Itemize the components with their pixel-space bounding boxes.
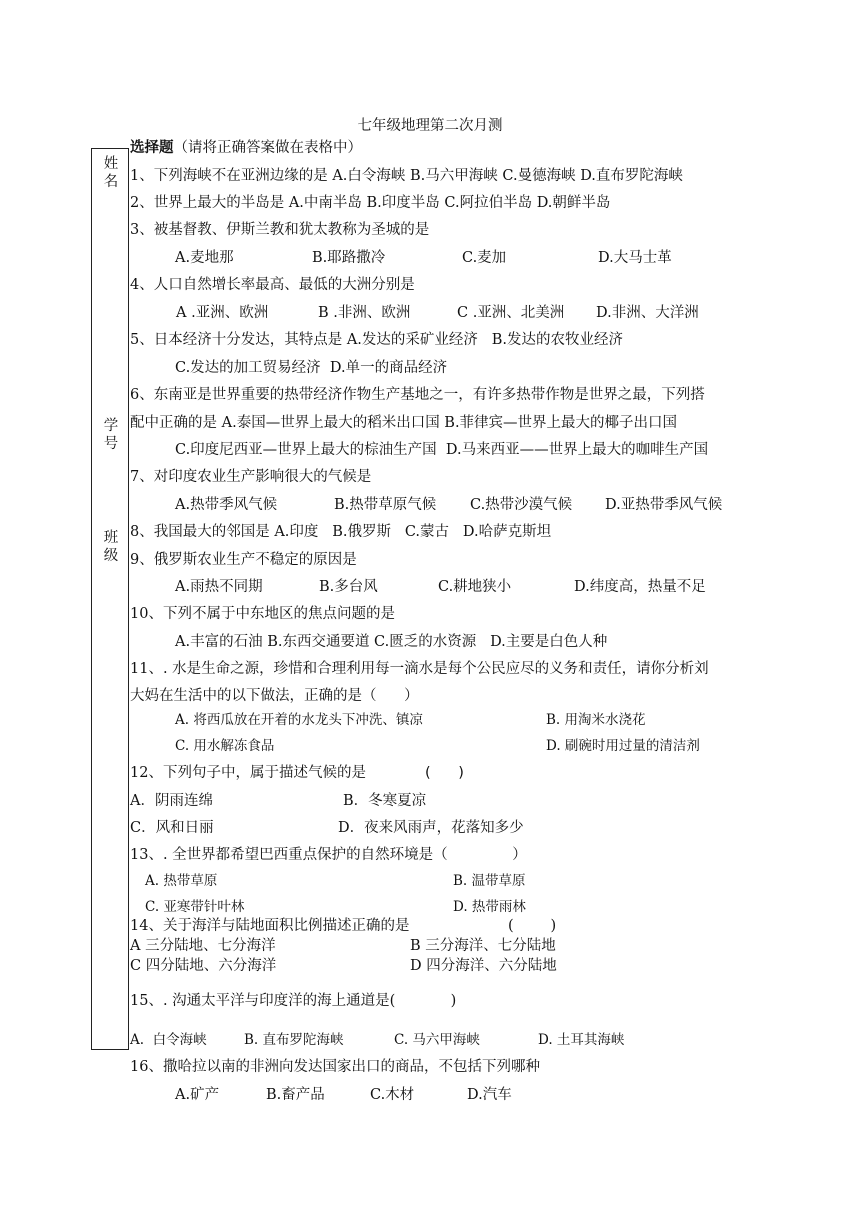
q7-option-c: C.热带沙漠气候	[470, 497, 573, 513]
question-13: 13、. 全世界都希望巴西重点保护的自然环境是（ ）	[130, 847, 527, 863]
section-note: （请将正确答案做在表格中）	[173, 140, 362, 156]
page-title: 七年级地理第二次月测	[357, 118, 503, 134]
question-16: 16、撒哈拉以南的非洲向发达国家出口的商品，不包括下列哪种	[130, 1059, 540, 1075]
q9-option-c: C.耕地狭小	[438, 579, 512, 595]
q15-option-d: D. 土耳其海峡	[538, 1032, 625, 1048]
question-8: 8、我国最大的邻国是 A.印度 B.俄罗斯 C.蒙古 D.哈萨克斯坦	[130, 524, 552, 540]
q9-option-d: D.纬度高，热量不足	[574, 579, 706, 595]
q13-option-b: B. 温带草原	[453, 873, 526, 889]
q16-option-d: D.汽车	[467, 1087, 512, 1103]
q7-option-d: D.亚热带季风气候	[605, 497, 723, 513]
section-heading: 选择题	[130, 139, 174, 156]
question-6-line-2: 配中正确的是 A.泰国—世界上最大的稻米出口国 B.菲律宾—世界上最大的椰子出口国	[130, 415, 678, 431]
q14-option-a: A 三分陆地、七分海洋	[130, 938, 276, 954]
q4-option-b: B .非洲、欧洲	[318, 305, 411, 321]
q11-option-c: C. 用水解冻食品	[175, 738, 275, 754]
q11-option-b: B. 用淘米水浇花	[546, 712, 646, 728]
q3-option-d: D.大马士革	[598, 250, 672, 266]
question-14: 14、关于海洋与陆地面积比例描述正确的是	[130, 918, 410, 934]
q9-option-a: A.雨热不同期	[175, 579, 263, 595]
question-6-line-3: C.印度尼西亚—世界上最大的棕油生产国 D.马来西亚——世界上最大的咖啡生产国	[175, 442, 709, 458]
q15-option-c: C. 马六甲海峡	[394, 1032, 480, 1048]
q14-option-c: C 四分陆地、六分海洋	[130, 958, 277, 974]
name-label: 姓 名	[103, 156, 119, 190]
q12-option-a: A．阴雨连绵	[130, 793, 213, 809]
q12-option-d: D．夜来风雨声，花落知多少	[338, 820, 524, 836]
q16-option-c: C.木材	[370, 1087, 415, 1103]
q9-option-b: B.多台风	[319, 579, 378, 595]
q3-option-b: B.耶路撒冷	[312, 250, 386, 266]
q14-option-d: D 四分海洋、六分陆地	[410, 958, 557, 974]
q4-option-d: D.非洲、大洋洲	[596, 305, 699, 321]
question-12: 12、下列句子中，属于描述气候的是	[130, 765, 366, 781]
question-11-line-2: 大妈在生活中的以下做法，正确的是（ ）	[130, 688, 419, 704]
question-3: 3、被基督教、伊斯兰教和犹太教称为圣城的是	[130, 222, 430, 238]
question-1: 1、下列海峡不在亚洲边缘的是 A.白令海峡 B.马六甲海峡 C.曼德海峡 D.直布罗陀海峡	[130, 168, 683, 184]
q16-option-b: B.畜产品	[266, 1087, 325, 1103]
q4-option-c: C .亚洲、北美洲	[457, 305, 565, 321]
q10-options: A.丰富的石油 B.东西交通要道 C.匮乏的水资源 D.主要是白色人种	[175, 634, 608, 650]
question-10: 10、下列不属于中东地区的焦点问题的是	[130, 606, 395, 622]
question-7: 7、对印度农业生产影响很大的气候是	[130, 469, 372, 485]
q4-option-a: A .亚洲、欧洲	[176, 305, 269, 321]
question-4: 4、人口自然增长率最高、最低的大洲分别是	[130, 277, 415, 293]
q5-options-cd: C.发达的加工贸易经济 D.单一的商品经济	[175, 360, 448, 376]
q11-option-a: A. 将西瓜放在开着的水龙头下冲洗、镇凉	[175, 712, 423, 728]
q12-answer-paren: ( )	[425, 765, 464, 781]
question-6-line-1: 6、东南亚是世界重要的热带经济作物生产基地之一，有许多热带作物是世界之最，下列搭	[130, 387, 705, 403]
student-number-label: 学 号	[103, 418, 119, 452]
q13-option-d: D. 热带雨林	[453, 899, 526, 915]
q15-option-b: B. 直布罗陀海峡	[244, 1032, 344, 1048]
question-5: 5、日本经济十分发达，其特点是 A.发达的采矿业经济 B.发达的农牧业经济	[130, 332, 624, 348]
q13-option-c: C. 亚寒带针叶林	[145, 899, 245, 915]
class-label: 班 级	[103, 530, 119, 564]
q12-option-b: B．冬寒夏凉	[343, 793, 427, 809]
q16-option-a: A.矿产	[175, 1087, 220, 1103]
question-9: 9、俄罗斯农业生产不稳定的原因是	[130, 552, 357, 568]
q14-answer-paren: ( )	[508, 918, 557, 934]
section-header	[130, 138, 362, 158]
q7-option-a: A.热带季风气候	[175, 497, 278, 513]
question-11-line-1: 11、. 水是生命之源，珍惜和合理利用每一滴水是每个公民应尽的义务和责任，请你分析刘	[130, 661, 709, 677]
q3-option-c: C.麦加	[462, 250, 507, 266]
question-2: 2、世界上最大的半岛是 A.中南半岛 B.印度半岛 C.阿拉伯半岛 D.朝鲜半岛	[130, 195, 611, 211]
q14-option-b: B 三分海洋、七分陆地	[410, 938, 556, 954]
student-info-box	[91, 148, 129, 1050]
question-15: 15、. 沟通太平洋与印度洋的海上通道是( )	[130, 993, 457, 1009]
q3-option-a: A.麦地那	[175, 250, 234, 266]
q11-option-d: D. 刷碗时用过量的清洁剂	[546, 738, 700, 754]
q13-option-a: A. 热带草原	[145, 873, 218, 889]
q15-option-a: A. 白令海峡	[130, 1032, 207, 1048]
q7-option-b: B.热带草原气候	[334, 497, 437, 513]
q12-option-c: C．风和日丽	[130, 820, 214, 836]
